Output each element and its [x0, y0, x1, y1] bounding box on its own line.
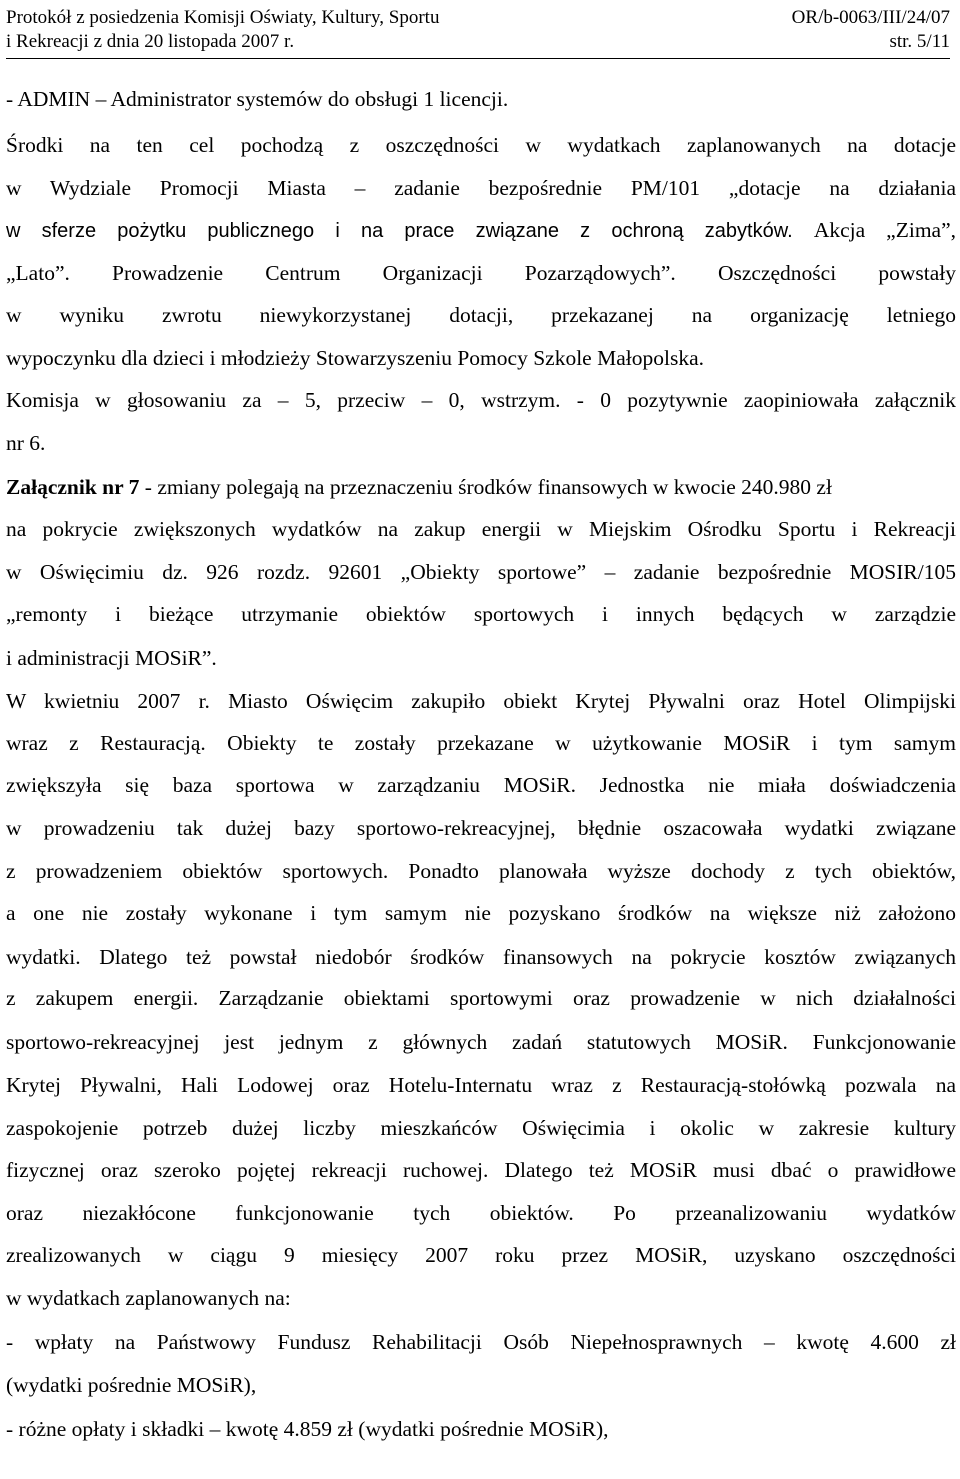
text-line: wydatki. Dlatego też powstał niedobór środków finansowych na pokrycie kosztów związanych — [6, 945, 956, 969]
text-line: (wydatki pośrednie MOSiR), — [6, 1373, 257, 1397]
text-line — [6, 258, 956, 288]
text-run: w sferze pożytku publicznego i na prace związane z ochroną zabytków. — [6, 220, 814, 242]
text-line: Środki na ten cel pochodzą z oszczędności w wydatkach zaplanowanych na dotacje — [6, 133, 956, 157]
text-line: W kwietniu 2007 r. Miasto Oświęcim zakupiło obiekt Krytej Pływalni oraz Hotel Olimpijski — [6, 689, 956, 713]
text-line: z prowadzeniem obiektów sportowych. Ponadto planowała wyższe dochody z tych obiektów, — [6, 859, 956, 883]
text-line — [6, 215, 956, 245]
text-line: Krytej Pływalni, Hali Lodowej oraz Hotelu-Internatu wraz z Restauracją-stołówką pozwala na — [6, 1073, 956, 1097]
text-line: w Oświęcimiu dz. 926 rozdz. 92601 „Obiekty sportowe” – zadanie bezpośrednie MOSIR/105 — [6, 560, 956, 584]
text-line: w Wydziale Promocji Miasta – zadanie bezpośrednie PM/101 „dotacje na działania — [6, 176, 956, 200]
text-run: Akcja „Zima”, — [813, 218, 957, 242]
text-run: Oszczędności powstały — [717, 261, 956, 285]
text-line: wypoczynku dla dzieci i młodzieży Stowarzyszeniu Pomocy Szkole Małopolska. — [6, 346, 704, 370]
text-run: Załącznik nr 7 — [6, 475, 140, 499]
text-line: sportowo-rekreacyjnej jest jednym z głównych zadań statutowych MOSiR. Funkcjonowanie — [6, 1030, 956, 1054]
header-divider — [6, 58, 950, 59]
text-line: w wydatkach zaplanowanych na: — [6, 1286, 291, 1310]
page-number: str. 5/11 — [889, 31, 950, 52]
text-line: wraz z Restauracją. Obiekty te zostały przekazane w użytkowanie MOSiR i tym samym — [6, 731, 956, 755]
document-number: OR/b-0063/III/24/07 — [791, 7, 950, 28]
text-line: - ADMIN – Administrator systemów do obsługi 1 licencji. — [6, 87, 509, 111]
page-header — [6, 6, 950, 54]
text-line: oraz niezakłócone funkcjonowanie tych obiektów. Po przeanalizowaniu wydatków — [6, 1201, 956, 1225]
text-line: zrealizowanych w ciągu 9 miesięcy 2007 roku przez MOSiR, uzyskano oszczędności — [6, 1243, 956, 1267]
text-line: nr 6. — [6, 431, 46, 455]
text-line: „remonty i bieżące utrzymanie obiektów sportowych i innych będących w zarządzie — [6, 602, 956, 626]
text-line: w prowadzeniu tak dużej bazy sportowo-rekreacyjnej, błędnie oszacowała wydatki związane — [6, 816, 956, 840]
text-line: - różne opłaty i składki – kwotę 4.859 zł (wydatki pośrednie MOSiR), — [6, 1417, 609, 1441]
header-row-1 — [6, 6, 950, 30]
header-title-line-2: i Rekreacji z dnia 20 listopada 2007 r. — [6, 31, 295, 52]
text-line: z zakupem energii. Zarządzanie obiektami sportowymi oraz prowadzenie w nich działalności — [6, 986, 956, 1010]
text-line: i administracji MOSiR”. — [6, 646, 217, 670]
text-line: - wpłaty na Państwowy Fundusz Rehabilitacji Osób Niepełnosprawnych – kwotę 4.600 zł — [6, 1330, 956, 1354]
text-line: fizycznej oraz szeroko pojętej rekreacji ruchowej. Dlatego też MOSiR musi dbać o prawidłowe — [6, 1158, 956, 1182]
header-row-2 — [6, 30, 950, 54]
header-title-line-1: Protokół z posiedzenia Komisji Oświaty, Kultury, Sportu — [6, 7, 440, 28]
text-run: „Lato”. Prowadzenie Centrum Organizacji Pozarządowych”. — [6, 261, 718, 285]
text-line: na pokrycie zwiększonych wydatków na zakup energii w Miejskim Ośrodku Sportu i Rekreacji — [6, 517, 956, 541]
text-line: zwiększyła się baza sportowa w zarządzaniu MOSiR. Jednostka nie miała doświadczenia — [6, 773, 956, 797]
text-line: w wyniku zwrotu niewykorzystanej dotacji, przekazanej na organizację letniego — [6, 303, 956, 327]
text-line: a one nie zostały wykonane i tym samym nie pozyskano środków na większe niż założono — [6, 901, 956, 925]
text-line: zaspokojenie potrzeb dużej liczby mieszkańców Oświęcimia i okolic w zakresie kultury — [6, 1116, 956, 1140]
text-run: - zmiany polegają na przeznaczeniu środków finansowych w kwocie 240.980 zł — [139, 475, 832, 499]
text-line — [6, 472, 956, 502]
text-line: Komisja w głosowaniu za – 5, przeciw – 0, wstrzym. - 0 pozytywnie zaopiniowała załącznik — [6, 388, 956, 412]
